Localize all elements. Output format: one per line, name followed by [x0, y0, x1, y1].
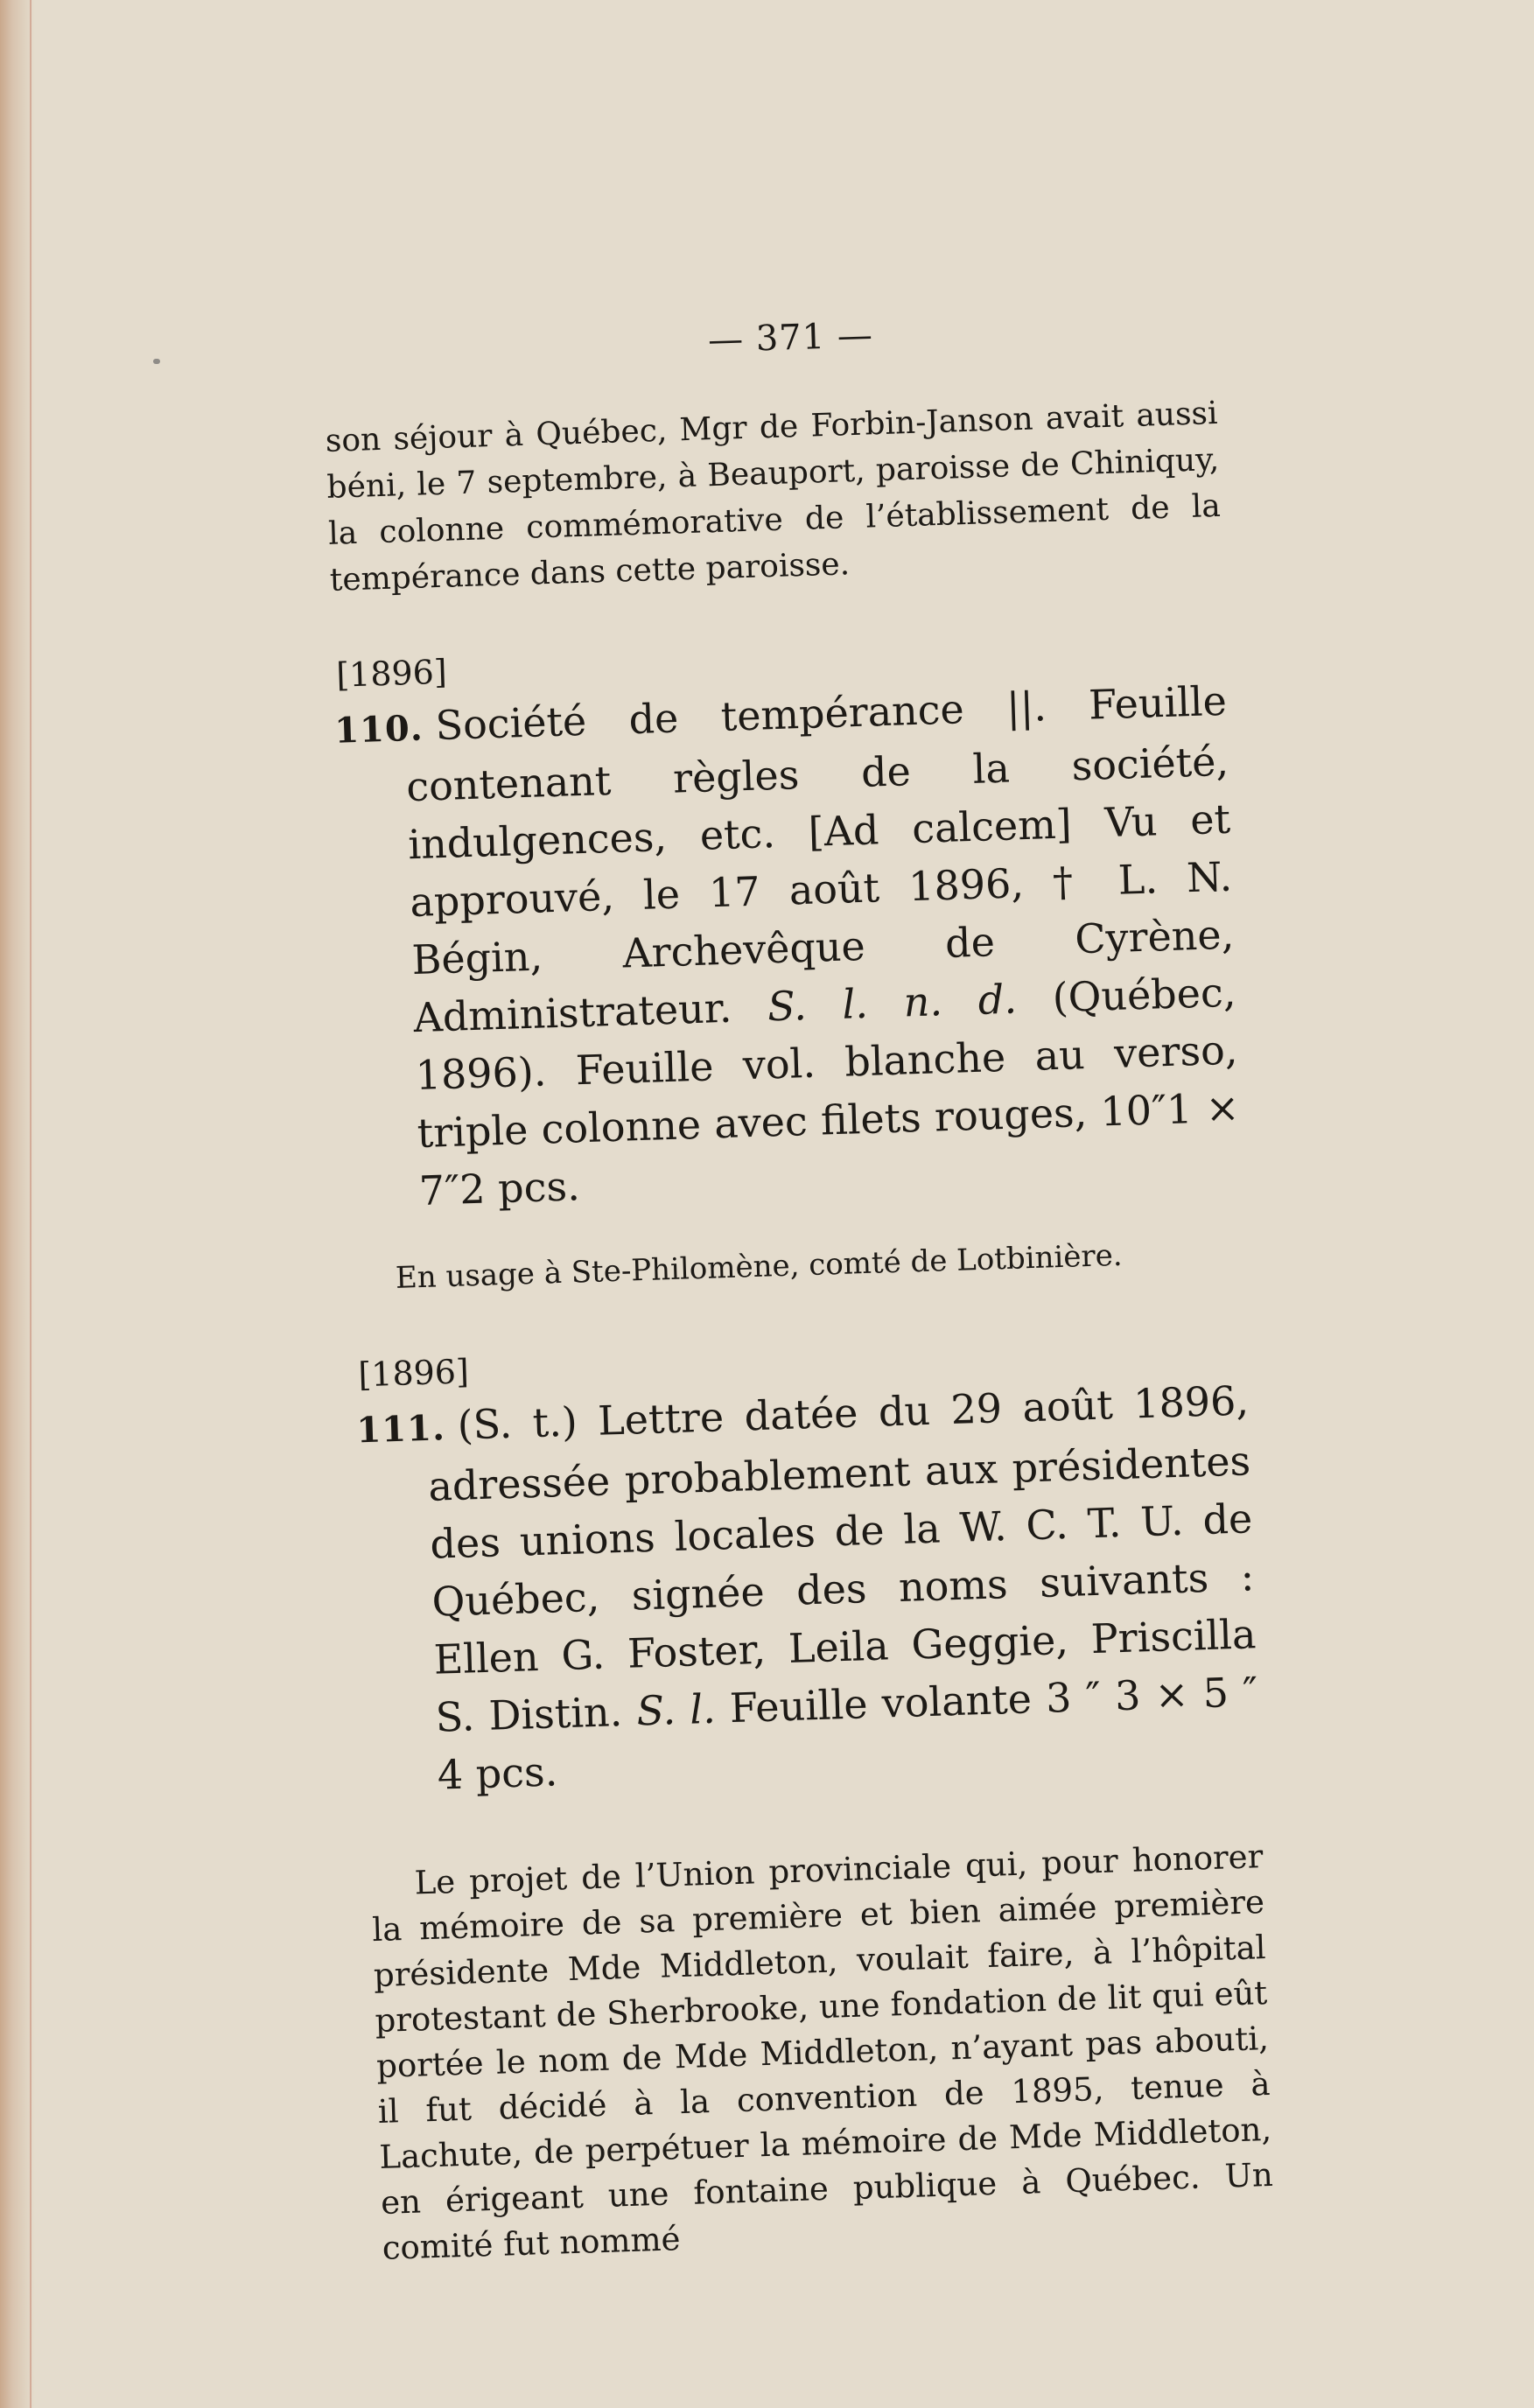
entry-text-italic: S. l. n. d. — [767, 975, 1018, 1031]
entry-description — [355, 1371, 1260, 1806]
continuation-paragraph: son séjour à Québec, Mgr de Forbin-Janson avait aussi béni, le 7 septembre, à Beauport, paroisse de Chiniquy, la colonne commémorative de l’établissement de la tempérance dans cette paroisse. — [325, 395, 1222, 598]
entry-111 — [354, 1327, 1261, 1806]
entry-110 — [333, 628, 1245, 1304]
entry-date: [1896] — [335, 652, 448, 695]
page-number: — 371 — — [707, 315, 874, 361]
ink-speck — [153, 359, 160, 364]
entry-number: 111. — [355, 1407, 446, 1452]
entry-date: [1896] — [357, 1352, 470, 1395]
entry-text: Feuille volante 3 ″ 3 × 5 ″ 4 pcs. — [437, 1668, 1259, 1799]
entry-text-italic: S. l. — [635, 1684, 717, 1735]
entry-text: (Québec, 1896). Feuille vol. blanche au verso, triple colonne avec filets rouges, 10″1 × 7″2 pcs. — [414, 968, 1241, 1214]
page-content — [322, 304, 1275, 2272]
entry-description — [333, 672, 1242, 1222]
footnote-paragraph: Le projet de l’Union provinciale qui, pour honorer la mémoire de sa première et bien aimée première présidente Mde Middleton, voulait faire, à l’hôpital protestant de Sherbrooke, une fondation de lit qui eût portée le nom de Mde Middleton, n’ayant pas abouti, il fut décidé à la convention de 1895, tenue à Lachute, de perpétuer la mémoire de Mde Middleton, en érigeant une fontaine publique à Québec. Un comité fut nommé — [371, 1838, 1274, 2267]
page-edge-line — [30, 0, 32, 2408]
entry-text: Société de tempérance ||. Feuille contenant règles de la société, indulgences, etc. [Ad calcem] Vu et approuvé, le 17 août 1896, † L. N. Bégin, Archevêque de Cyrène, Administrateur. — [405, 676, 1235, 1042]
entry-number: 110. — [333, 707, 424, 752]
entry-note: En usage à Ste-Philomène, comté de Lotbinière. — [395, 1237, 1124, 1296]
entry-text: (S. t.) Lettre datée du 29 août 1896, adressée probablement aux présidentes des unions locales de la W. C. T. U. de Québec, signée des noms suivants : Ellen G. Foster, Leila Geggie, Priscilla S. Distin. — [427, 1376, 1257, 1741]
